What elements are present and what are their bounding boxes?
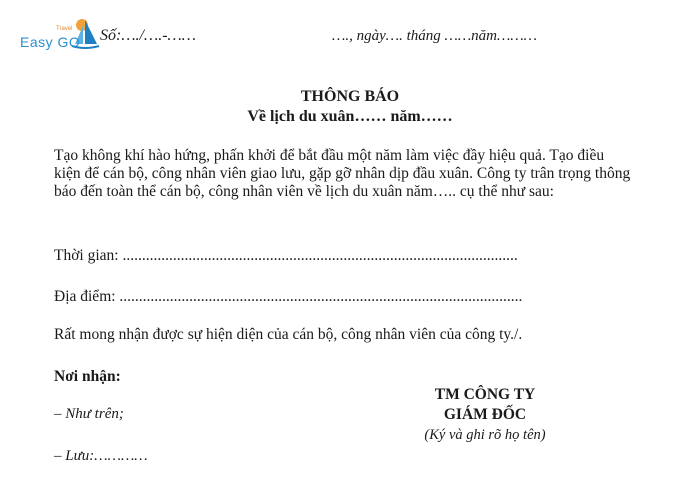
logo-tagline: Travel — [56, 26, 73, 32]
signature-company: TM CÔNG TY — [434, 386, 536, 403]
recipient-item-2: – Lưu:………… — [54, 448, 148, 464]
document-subtitle: Về lịch du xuân…… năm…… — [247, 108, 453, 125]
body-paragraph: Tạo không khí hào hứng, phấn khởi để bắt đầu một năm làm việc đầy hiệu quả. Tạo điều kiện để cán bộ, công nhân viên giao lưu, gặp gỡ nhân dịp đầu xuân. Công ty trân trọng thông báo đến toàn thể cán bộ, công nhân viên về lịch du xuân năm….. cụ thể như sau: — [54, 147, 631, 200]
document-date: …., ngày…. tháng ……năm……… — [332, 28, 538, 44]
logo-brand-text: Easy GO — [20, 34, 81, 50]
closing-sentence: Rất mong nhận được sự hiện diện của cán bộ, công nhân viên của công ty./. — [54, 326, 523, 343]
recipients-label: Nơi nhận: — [54, 368, 121, 385]
signature-title: GIÁM ĐỐC — [443, 406, 527, 423]
document-title: THÔNG BÁO — [300, 88, 400, 105]
signature-note: (Ký và ghi rõ họ tên) — [424, 427, 546, 443]
document-number: Số:…./….-…… — [100, 27, 197, 44]
easygo-logo — [20, 14, 102, 54]
place-field: Địa điểm: ........................................................................................................ — [54, 288, 523, 305]
time-field: Thời gian: ...................................................................................................... — [54, 247, 518, 264]
recipient-item-1: – Như trên; — [54, 406, 124, 422]
